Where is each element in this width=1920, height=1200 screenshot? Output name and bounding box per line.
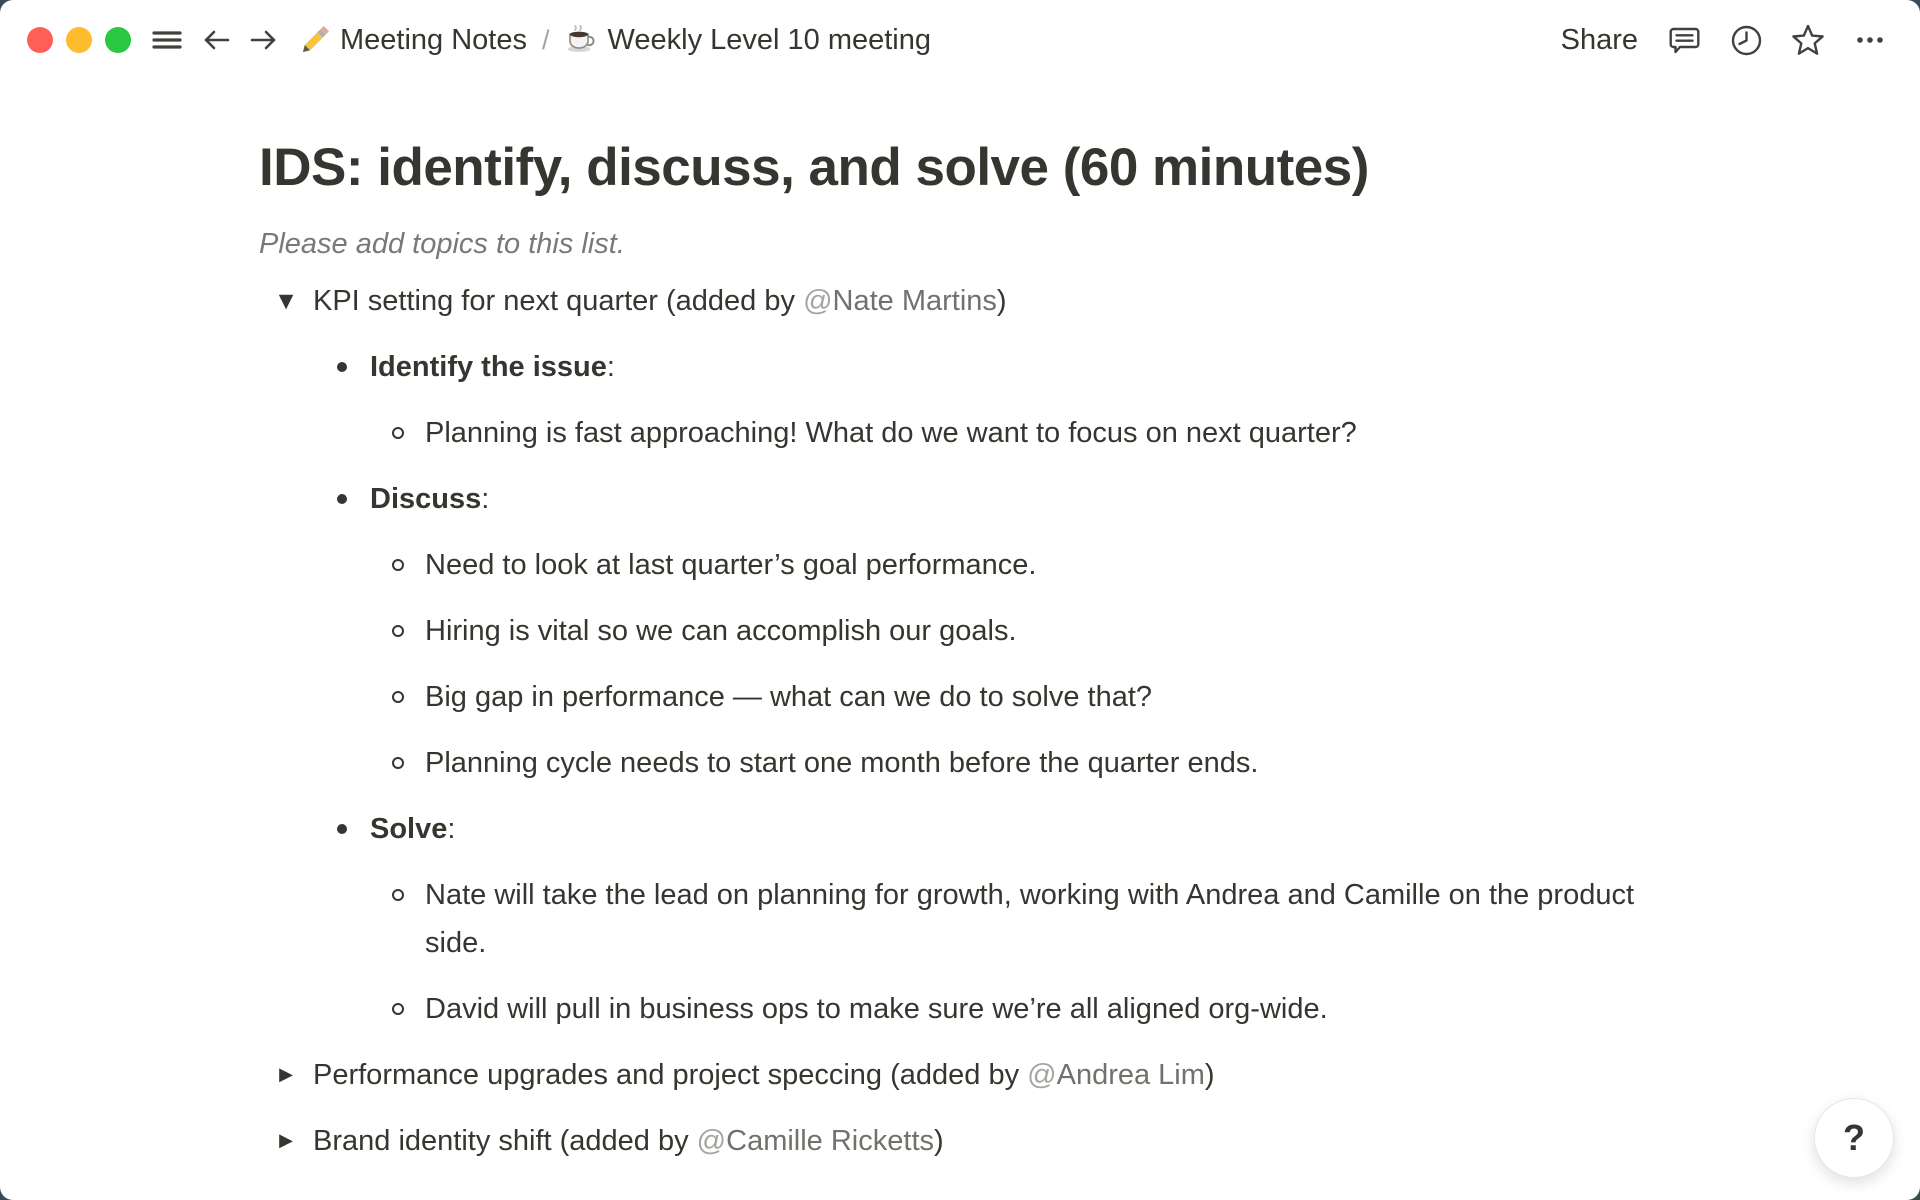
forward-arrow-icon[interactable] <box>243 18 283 62</box>
pencil-icon <box>299 25 330 56</box>
sub-bulleted-list-item[interactable] <box>259 673 1641 721</box>
bullet-dot-icon <box>313 343 370 391</box>
sub-bulleted-list-item[interactable] <box>259 409 1641 457</box>
toggle-block-performance-upgrades[interactable] <box>259 1051 1641 1099</box>
document-body <box>259 136 1641 1174</box>
sub-bulleted-list-item[interactable] <box>259 985 1641 1033</box>
user-mention[interactable] <box>1027 1059 1205 1091</box>
back-arrow-icon[interactable] <box>197 18 237 62</box>
toggle-text[interactable] <box>313 277 1641 325</box>
breadcrumb <box>299 24 931 57</box>
bullet-rest-text: : <box>447 813 456 845</box>
toggle-label: Brand identity shift (added by <box>313 1125 697 1157</box>
bullet-ring-icon <box>370 607 425 655</box>
toggle-text[interactable] <box>313 1117 1641 1165</box>
breadcrumb-label: Meeting Notes <box>340 23 527 56</box>
bullet-text[interactable]: Planning is fast approaching! What do we want to focus on next quarter? <box>425 417 1357 449</box>
bullet-ring-icon <box>370 541 425 589</box>
breadcrumb-item-meeting-notes[interactable] <box>299 24 527 57</box>
sidebar-menu-icon[interactable] <box>147 18 187 62</box>
bullet-text[interactable]: Need to look at last quarter’s goal performance. <box>425 549 1037 581</box>
traffic-lights <box>27 27 131 53</box>
bulleted-list-item[interactable] <box>259 475 1641 523</box>
toggle-label-suffix: ) <box>934 1125 944 1157</box>
bullet-bold-text: Solve <box>370 813 448 845</box>
favorite-star-icon[interactable] <box>1788 18 1828 62</box>
coffee-icon <box>565 25 598 55</box>
breadcrumb-label: Weekly Level 10 meeting <box>607 23 931 56</box>
bulleted-list-item[interactable] <box>259 343 1641 391</box>
sub-bulleted-list-item[interactable] <box>259 739 1641 787</box>
bullet-text[interactable]: Hiring is vital so we can accomplish our goals. <box>425 615 1017 647</box>
toggle-text[interactable] <box>313 1051 1641 1099</box>
sub-bulleted-list-item[interactable] <box>259 607 1641 655</box>
mention-name: Camille Ricketts <box>726 1125 934 1157</box>
bullet-ring-icon <box>370 409 425 457</box>
help-button[interactable]: ? <box>1814 1098 1894 1178</box>
zoom-window-button[interactable] <box>105 27 131 53</box>
bullet-ring-icon <box>370 871 425 919</box>
user-mention[interactable] <box>697 1125 934 1157</box>
bullet-ring-icon <box>370 673 425 721</box>
page-subtitle[interactable]: Please add topics to this list. <box>259 228 625 260</box>
bullet-bold-text: Identify the issue <box>370 351 607 383</box>
bullet-dot-icon <box>313 475 370 523</box>
bullet-text[interactable] <box>370 475 1641 523</box>
updates-clock-icon[interactable] <box>1726 18 1766 62</box>
bullet-text[interactable]: Nate will take the lead on planning for growth, working with Andrea and Camille on the product side. <box>425 879 1635 959</box>
toggle-block-brand-identity[interactable] <box>259 1117 1641 1165</box>
block-list <box>259 268 1641 1174</box>
bullet-ring-icon <box>370 985 425 1033</box>
bullet-text[interactable] <box>370 343 1641 391</box>
user-mention[interactable] <box>803 285 997 317</box>
toggle-collapsed-icon[interactable]: ▶ <box>279 1130 293 1151</box>
toggle-label: Performance upgrades and project speccing (added by <box>313 1059 1028 1091</box>
toggle-open-icon[interactable]: ▼ <box>278 290 294 312</box>
sub-bulleted-list-item[interactable] <box>259 541 1641 589</box>
more-ellipsis-icon[interactable] <box>1850 18 1890 62</box>
mention-name: Andrea Lim <box>1056 1059 1205 1091</box>
toggle-collapsed-icon[interactable]: ▶ <box>279 1064 293 1085</box>
bullet-rest-text: : <box>481 483 490 515</box>
mention-at-sign: @ <box>696 1125 727 1157</box>
comments-icon[interactable] <box>1664 18 1704 62</box>
page-title[interactable]: IDS: identify, discuss, and solve (60 minutes) <box>259 138 1369 197</box>
mention-at-sign: @ <box>1027 1059 1057 1091</box>
share-button[interactable]: Share <box>1560 23 1638 56</box>
mention-name: Nate Martins <box>832 285 997 317</box>
bullet-text[interactable]: Planning cycle needs to start one month before the quarter ends. <box>425 747 1259 779</box>
minimize-window-button[interactable] <box>66 27 92 53</box>
bullet-text[interactable]: Big gap in performance — what can we do to solve that? <box>425 681 1153 713</box>
toggle-block-kpi-setting[interactable] <box>259 277 1641 325</box>
close-window-button[interactable] <box>27 27 53 53</box>
bullet-rest-text: : <box>606 351 615 383</box>
bullet-text[interactable] <box>370 805 1641 853</box>
bullet-text[interactable]: David will pull in business ops to make sure we’re all aligned org-wide. <box>425 993 1328 1025</box>
titlebar <box>0 0 1920 80</box>
bullet-bold-text: Discuss <box>370 483 482 515</box>
toggle-label-suffix: ) <box>996 285 1007 317</box>
bullet-dot-icon <box>313 805 370 853</box>
toggle-label-suffix: ) <box>1204 1059 1215 1091</box>
breadcrumb-separator: / <box>542 24 550 55</box>
mention-at-sign: @ <box>803 285 833 317</box>
breadcrumb-item-weekly-meeting[interactable] <box>565 24 931 57</box>
sub-bulleted-list-item[interactable] <box>259 871 1641 967</box>
toggle-label: KPI setting for next quarter (added by <box>313 285 804 317</box>
bulleted-list-item[interactable] <box>259 805 1641 853</box>
bullet-ring-icon <box>370 739 425 787</box>
